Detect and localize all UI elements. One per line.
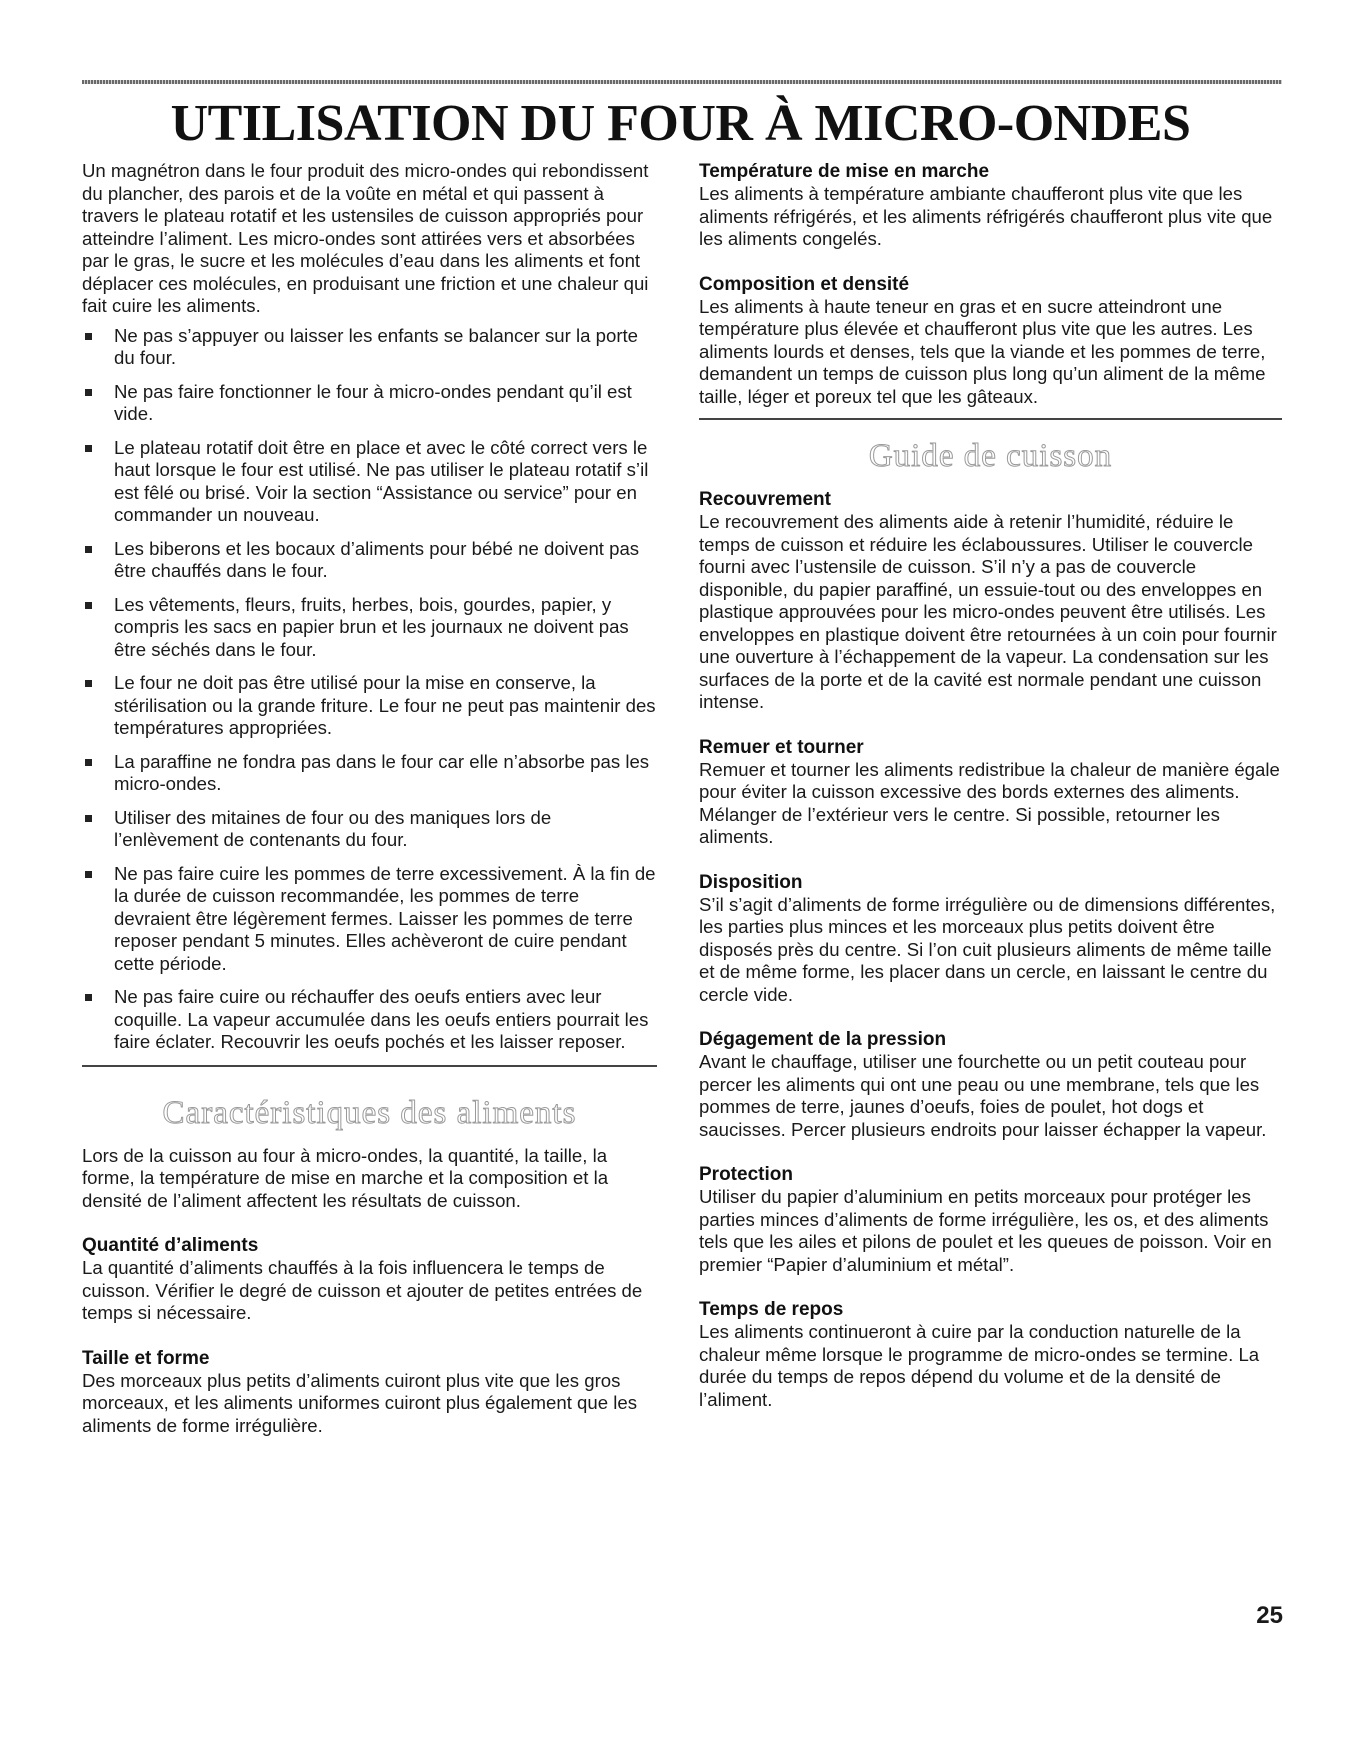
section-divider xyxy=(699,418,1282,420)
list-item xyxy=(82,437,657,527)
list-item-text: Ne pas faire fonctionner le four à micro-ondes pendant qu’il est vide. xyxy=(114,380,632,424)
page-title: UTILISATION DU FOUR À MICRO-ONDES xyxy=(170,95,1191,152)
section-taille-forme xyxy=(82,1347,657,1438)
section-remuer-tourner xyxy=(699,736,1282,849)
bullet-icon xyxy=(85,871,92,878)
section-heading: Quantité d’aliments xyxy=(82,1235,259,1256)
section-text: Le recouvrement des aliments aide à retenir l’humidité, réduire le temps de cuisson et réduire les éclaboussures. Utiliser le couvercle fourni avec l’ustensile de cuisson. S’il n’y a pas de couvercle disponible, du papier paraffiné, un essuie-tout ou des enveloppes en plastique approuvées pour les micro-ondes peuvent être utilisés. Les enveloppes en plastique doivent être retournées à un coin pour fournir une ouverture à l’échappement de la vapeur. La condensation sur les surfaces de la porte et de la cavité est normale pendant une cuisson intense. xyxy=(699,511,1277,712)
list-item-text: Le four ne doit pas être utilisé pour la mise en conserve, la stérilisation ou la grande friture. Le four ne peut pas maintenir des températures appropriées. xyxy=(114,672,656,738)
list-item xyxy=(82,751,657,796)
section-heading: Taille et forme xyxy=(82,1347,210,1369)
right-column xyxy=(699,160,1282,1433)
list-item-text: Ne pas s’appuyer ou laisser les enfants se balancer sur la porte du four. xyxy=(114,324,639,368)
section-text: Les aliments à température ambiante chaufferont plus vite que les aliments réfrigérés, et les aliments réfrigérés chaufferont plus vite que les aliments congelés. xyxy=(699,183,1273,249)
section-heading: Dégagement de la pression xyxy=(699,1029,947,1050)
bullet-icon xyxy=(85,546,92,553)
section-heading: Disposition xyxy=(699,871,803,893)
section-text: S’il s’agit d’aliments de forme irrégulière ou de dimensions différentes, les parties plus minces et les morceaux plus petits doivent être disposés près du centre. Si l’on cuit plusieurs aliments de même taille et de même forme, les placer dans un cercle, en laissant le centre du cercle vide. xyxy=(699,893,1276,1005)
intro-paragraph: Un magnétron dans le four produit des micro-ondes qui rebondissent du plancher, des parois et de la voûte en métal et qui passent à travers le plateau rotatif et les ustensiles de cuisson appropriés pour atteindre l’aliment. Les micro-ondes sont attirées vers et absorbées par le gras, le sucre et les molécules d’eau dans les aliments et font déplacer ces molécules, en produisant une friction et une chaleur qui fait cuire les aliments. xyxy=(82,160,649,316)
section-quantite xyxy=(82,1234,657,1325)
section-text: Les aliments à haute teneur en gras et en sucre atteindront une température plus élevée et chaufferont plus vite que les autres. Les aliments lourds et denses, tels que la viande et les pommes de terre, demandent un temps de cuisson plus long qu’un aliment de la même taille, léger et poreux tel que les gâteaux. xyxy=(699,295,1266,407)
section-degagement-pression xyxy=(699,1028,1282,1141)
top-rule xyxy=(82,80,1282,84)
section-heading: Temps de repos xyxy=(699,1299,844,1320)
section-text: Des morceaux plus petits d’aliments cuiront plus vite que les gros morceaux, et les aliments uniformes cuiront plus également que les aliments de forme irrégulière. xyxy=(82,1369,637,1436)
left-column xyxy=(82,160,657,1459)
section-text: Remuer et tourner les aliments redistribue la chaleur de manière égale pour éviter la cuisson excessive des bords externes des aliments. Mélanger de l’extérieur vers le centre. Si possible, retourner les aliments. xyxy=(699,758,1280,847)
page-number: 25 xyxy=(1256,1602,1283,1629)
section-text: Utiliser du papier d’aluminium en petits morceaux pour protéger les parties minces d’aliments de forme irrégulière, les os, et des aliments tels que les ailes et pilons de poulet et les queues de poisson. Voir en premier “Papier d’aluminium et métal”. xyxy=(699,1186,1272,1275)
list-item-text: Utiliser des mitaines de four ou des maniques lors de l’enlèvement de contenants du four. xyxy=(114,806,552,850)
bullet-icon xyxy=(85,333,92,340)
bullet-icon xyxy=(85,759,92,766)
bullet-icon xyxy=(85,815,92,822)
list-item xyxy=(82,986,657,1054)
section-text: Avant le chauffage, utiliser une fourchette ou un petit couteau pour percer les aliments qui ont une peau ou une membrane, tels que les pommes de terre, jaunes d’oeufs, foies de poulet, hot dogs et saucisses. Percer plusieurs endroits pour laisser échapper la vapeur. xyxy=(699,1051,1267,1140)
list-item xyxy=(82,807,657,852)
section-heading: Protection xyxy=(699,1164,793,1185)
section-text: Les aliments continueront à cuire par la conduction naturelle de la chaleur même lorsque le programme de micro-ondes se termine. La durée du temps de repos dépend du volume et de la densité de l’aliment. xyxy=(699,1321,1260,1410)
bullet-icon xyxy=(85,602,92,609)
bullet-icon xyxy=(85,680,92,687)
safety-list xyxy=(82,325,657,1054)
guide-section-title: Guide de cuisson xyxy=(868,438,1113,474)
section-heading: Recouvrement xyxy=(699,489,831,510)
list-item-text: Les biberons et les bocaux d’aliments pour bébé ne doivent pas être chauffés dans le four. xyxy=(114,537,640,581)
list-item xyxy=(82,325,657,370)
list-item xyxy=(82,672,657,740)
list-item xyxy=(82,381,657,426)
section-heading: Composition et densité xyxy=(699,273,910,295)
section-heading: Remuer et tourner xyxy=(699,736,864,758)
list-item xyxy=(82,538,657,583)
section-divider xyxy=(82,1065,657,1067)
section-heading: Température de mise en marche xyxy=(699,161,990,182)
section-temperature xyxy=(699,160,1282,251)
section-text: La quantité d’aliments chauffés à la fois influencera le temps de cuisson. Vérifier le degré de cuisson et ajouter de petites entrées de temps si nécessaire. xyxy=(82,1257,643,1323)
features-intro: Lors de la cuisson au four à micro-ondes, la quantité, la taille, la forme, la température de mise en marche et la composition et la densité de l’aliment affectent les résultats de cuisson. xyxy=(82,1144,609,1211)
section-disposition xyxy=(699,871,1282,1007)
list-item xyxy=(82,863,657,976)
list-item-text: Ne pas faire cuire les pommes de terre excessivement. À la fin de la durée de cuisson recommandée, les pommes de terre devraient être légèrement fermes. Laisser les pommes de terre reposer pendant 5 minutes. Elles achèveront de cuire pendant cette période. xyxy=(114,862,656,974)
bullet-icon xyxy=(85,445,92,452)
list-item-text: Les vêtements, fleurs, fruits, herbes, bois, gourdes, papier, y compris les sacs en papier brun et les journaux ne doivent pas être séchés dans le four. xyxy=(114,593,629,660)
bullet-icon xyxy=(85,389,92,396)
section-temps-repos xyxy=(699,1298,1282,1411)
features-section-title: Caractéristiques des aliments xyxy=(162,1094,577,1131)
bullet-icon xyxy=(85,994,92,1001)
list-item xyxy=(82,594,657,662)
list-item-text: La paraffine ne fondra pas dans le four car elle n’absorbe pas les micro-ondes. xyxy=(114,750,650,794)
list-item-text: Le plateau rotatif doit être en place et avec le côté correct vers le haut lorsque le four est utilisé. Ne pas utiliser le plateau rotatif s’il est fêlé ou brisé. Voir la section “Assistance ou service” pour en commander un nouveau. xyxy=(114,436,649,525)
section-protection xyxy=(699,1163,1282,1276)
section-composition xyxy=(699,273,1282,409)
list-item-text: Ne pas faire cuire ou réchauffer des oeufs entiers avec leur coquille. La vapeur accumulée dans les oeufs entiers pourrait les faire éclater. Recouvrir les oeufs pochés et les laisser reposer. xyxy=(114,986,649,1052)
section-recouvrement xyxy=(699,488,1282,714)
